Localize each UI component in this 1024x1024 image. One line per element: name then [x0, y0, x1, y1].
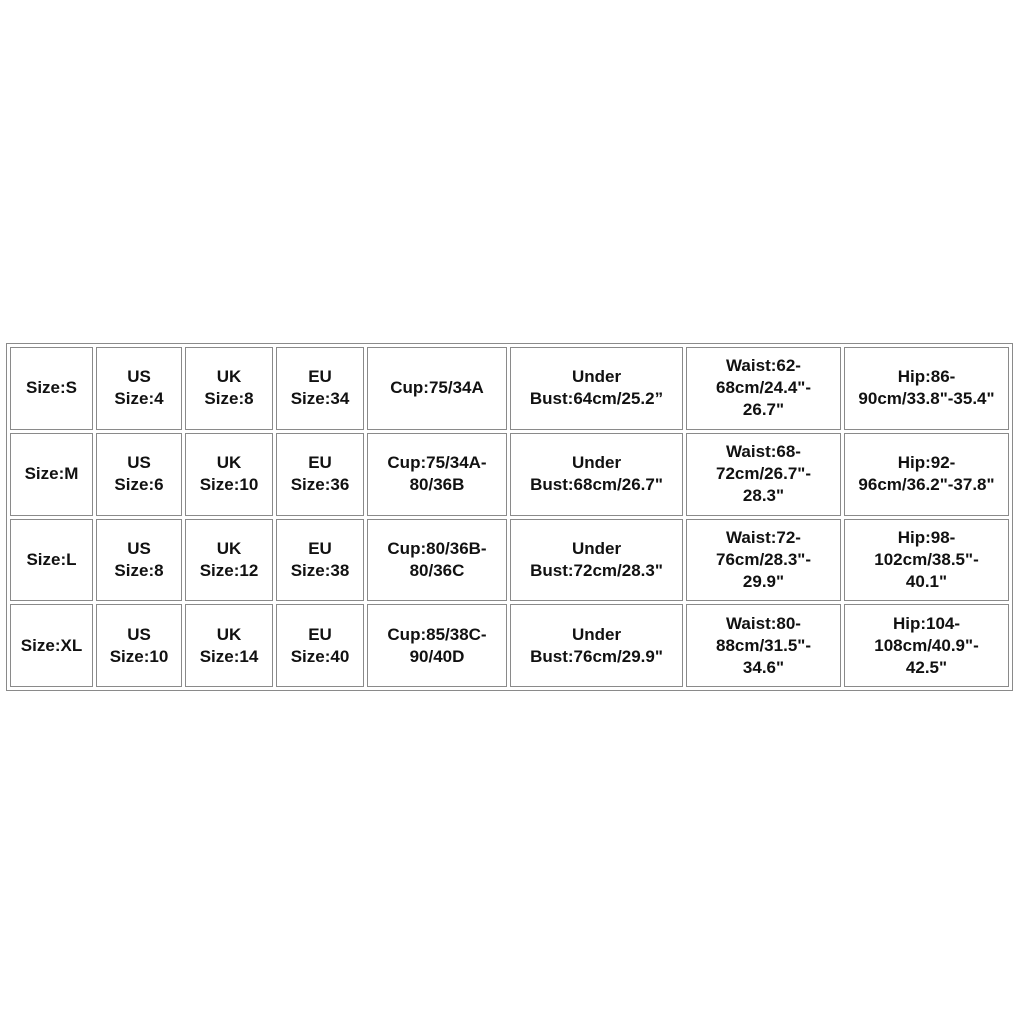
under-bust-cell: Under Bust:64cm/25.2” — [510, 347, 683, 430]
eu-size-cell: EU Size:40 — [276, 604, 364, 687]
size-label-cell: Size:XL — [10, 604, 93, 687]
size-chart-body — [10, 347, 1009, 687]
us-size-cell: US Size:4 — [96, 347, 182, 430]
size-xl-row — [10, 604, 1009, 687]
hip-cell: Hip:98- 102cm/38.5"- 40.1" — [844, 519, 1009, 602]
eu-size-cell: EU Size:38 — [276, 519, 364, 602]
cup-cell: Cup:80/36B- 80/36C — [367, 519, 507, 602]
eu-size-cell: EU Size:34 — [276, 347, 364, 430]
uk-size-cell: UK Size:12 — [185, 519, 273, 602]
cup-cell: Cup:75/34A- 80/36B — [367, 433, 507, 516]
size-chart-table — [6, 343, 1013, 691]
under-bust-cell: Under Bust:72cm/28.3" — [510, 519, 683, 602]
hip-cell: Hip:92- 96cm/36.2"-37.8" — [844, 433, 1009, 516]
cup-cell: Cup:85/38C- 90/40D — [367, 604, 507, 687]
uk-size-cell: UK Size:14 — [185, 604, 273, 687]
size-l-row — [10, 519, 1009, 602]
size-chart-grid — [7, 344, 1012, 690]
size-label-cell: Size:S — [10, 347, 93, 430]
waist-cell: Waist:62- 68cm/24.4"- 26.7" — [686, 347, 841, 430]
us-size-cell: US Size:6 — [96, 433, 182, 516]
eu-size-cell: EU Size:36 — [276, 433, 364, 516]
uk-size-cell: UK Size:10 — [185, 433, 273, 516]
waist-cell: Waist:72- 76cm/28.3"- 29.9" — [686, 519, 841, 602]
size-m-row — [10, 433, 1009, 516]
size-label-cell: Size:L — [10, 519, 93, 602]
waist-cell: Waist:80- 88cm/31.5"- 34.6" — [686, 604, 841, 687]
waist-cell: Waist:68- 72cm/26.7"- 28.3" — [686, 433, 841, 516]
uk-size-cell: UK Size:8 — [185, 347, 273, 430]
us-size-cell: US Size:10 — [96, 604, 182, 687]
size-label-cell: Size:M — [10, 433, 93, 516]
hip-cell: Hip:104- 108cm/40.9"- 42.5" — [844, 604, 1009, 687]
size-s-row — [10, 347, 1009, 430]
under-bust-cell: Under Bust:68cm/26.7" — [510, 433, 683, 516]
under-bust-cell: Under Bust:76cm/29.9" — [510, 604, 683, 687]
cup-cell: Cup:75/34A — [367, 347, 507, 430]
hip-cell: Hip:86- 90cm/33.8"-35.4" — [844, 347, 1009, 430]
us-size-cell: US Size:8 — [96, 519, 182, 602]
